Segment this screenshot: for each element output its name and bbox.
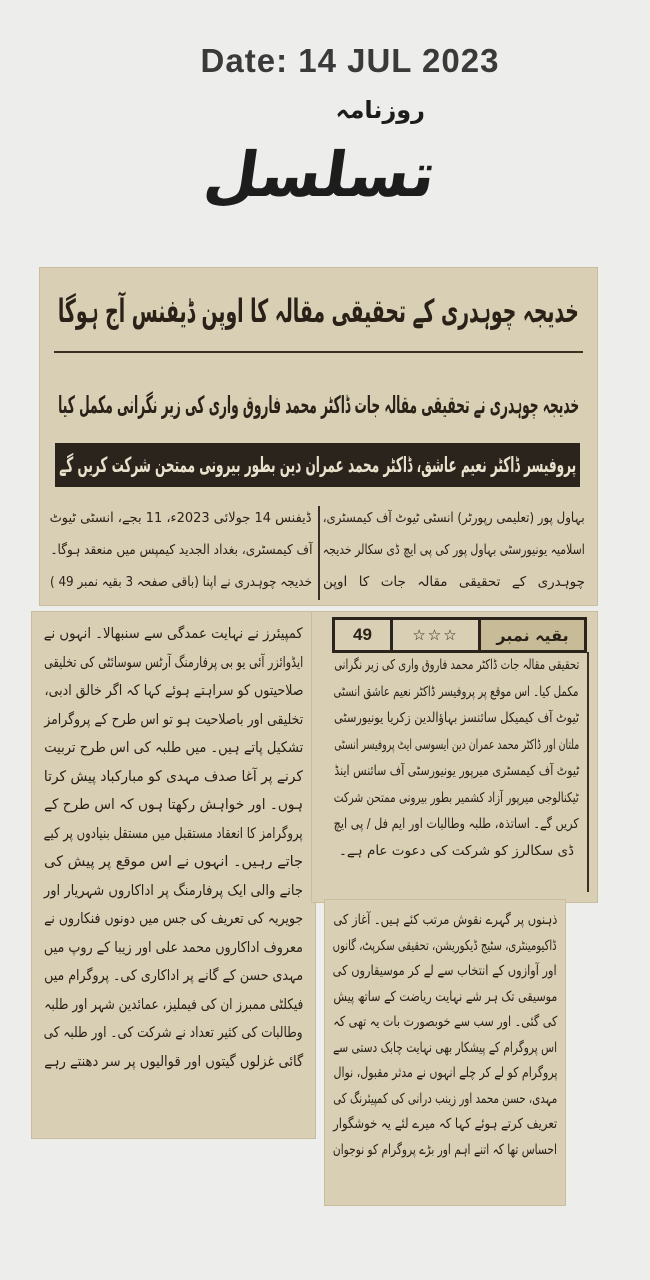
main-article-clipping: [40, 268, 597, 605]
article-headline: خدیجہ چوہدری کے تحقیقی مقالہ کا اوپن ڈیفنس آج ہوگا: [57, 292, 579, 330]
text-line: ڈیفنس 14 جولائی 2023ء، 11 بجے، انسٹی ٹیوٹ: [50, 510, 312, 526]
text-line: ملتان اور ڈاکٹر محمد عمران دین ایسوسی ایٹ پروفیسر انسٹی: [334, 736, 579, 753]
date-stamp-box: [150, 42, 550, 80]
text-line: موسیقی تک ہر شے نہایت ریاضت کے ساتھ پیش: [333, 988, 557, 1005]
masthead-name: تسلسل: [199, 138, 441, 211]
text-line: ایڈوائزر آئی یو بی پرفارمنگ آرٹس سوسائٹی کی تخلیقی: [43, 654, 303, 671]
text-line: مکمل کیا۔ اس موقع پر پروفیسر ڈاکٹر نعیم عاشق انسٹی: [334, 683, 579, 700]
text-line: کرنے پر آغا صدف مہدی کو مبارکباد پیش کرتا: [43, 768, 303, 785]
text-line: چوہدری کے تحقیقی مقالہ جات کا اوپن: [323, 574, 585, 590]
column-divider: [318, 506, 320, 600]
newspaper-masthead: [180, 95, 480, 225]
text-line: فیکلٹی ممبرز ان کی فیملیز، عمائدین شہر اور طلبہ: [44, 996, 303, 1013]
text-line: ڈی سکالرز کو شرکت کی دعوت عام ہے۔: [338, 842, 575, 859]
continuation-box-clipping: [312, 612, 597, 902]
continuation-header: [332, 617, 587, 653]
text-line: احساس تھا کہ اتنے اہم اور بڑے پروگرام کو نوجوان: [332, 1141, 557, 1158]
left-continuation-clipping: [32, 612, 315, 1138]
text-line: جویریہ کی تعریف کی جس میں دونوں فنکاروں نے: [43, 911, 303, 927]
date-stamp: Date: 14 JUL 2023: [200, 42, 500, 79]
text-line: ٹیوٹ آف کیمسٹری میرپور یونیورسٹی آف سائنس اینڈ: [333, 763, 579, 779]
text-line: صلاحیتوں کو سراہتے ہوئے کہا کہ اگر خالق ادبی،: [44, 683, 303, 699]
text-line: تخلیقی اور باصلاحیت ہو تو اس طرح کے پروگرامز: [44, 711, 303, 728]
text-line: جانے والی ایک پرفارمنگ پر اداکاروں شہریار اور: [43, 882, 303, 899]
text-line: تعریف کرتے ہوئے کہا کہ میرے لئے یہ خوشگوار: [333, 1116, 557, 1132]
clipping-body: [334, 652, 579, 864]
article-right-column: [323, 502, 585, 598]
text-line: ذہنوں پر گہرے نقوش مرتب کئے ہیں۔ آغاز کی: [333, 912, 557, 928]
text-line: مہدی حسن کے گانے پر اداکاری کی۔ پروگرام میں: [43, 968, 303, 984]
masthead-prefix: روزنامہ: [335, 96, 425, 124]
article-banner: [55, 443, 580, 487]
article-left-column: [50, 502, 312, 598]
text-line: ٹیوٹ آف کیمیکل سائنسز بہاؤالدین زکریا یونیورسٹی: [333, 710, 579, 726]
text-line: اور آوازوں کے انتخاب سے لے کر موسیقاروں کی: [332, 963, 557, 979]
article-subheadline: خدیجہ چوہدری نے تحقیقی مقالہ جات ڈاکٹر محمد فاروق واری کی زیر نگرانی مکمل کیا: [58, 391, 579, 419]
clipping-body: [333, 908, 557, 1163]
text-line: ہوں۔ اور خواہش رکھتا ہوں کہ اس طرح کے: [43, 797, 303, 813]
divider: [54, 351, 583, 353]
box-border: [587, 652, 589, 892]
text-line: کریں گے۔ اساتذہ، طلبہ وطالبات اور ایم فل / پی ایچ: [333, 816, 579, 832]
text-line: تشکیل پاتے ہیں۔ میں طلبہ کی اس طرح تربیت: [44, 740, 303, 756]
text-line: پروگرام کو لے کر چلے انہوں نے مدثر مقبول، نوال: [332, 1065, 557, 1081]
text-line: گائی غزلوں گیتوں اور قوالیوں پر سر دھنتے رہے: [44, 1053, 303, 1070]
stars-icon: ☆☆☆: [390, 620, 478, 650]
text-line: آف کیمسٹری، بغداد الجدید کیمپس میں منعقد ہوگا۔: [49, 542, 312, 558]
text-line: جاتے رہیں۔ انہوں نے اس موقع پر پیش کی: [44, 854, 303, 870]
text-line: وطالبات کی کثیر تعداد نے شرکت کی۔ اور طلبہ کی: [44, 1025, 303, 1041]
text-line: بہاول پور (تعلیمی رپورٹر) انسٹی ٹیوٹ آف کیمسٹری،: [322, 510, 585, 526]
article-banner-text: پروفیسر ڈاکٹر نعیم عاشق، ڈاکٹر محمد عمران دین بطور بیرونی ممتحن شرکت کریں گے: [59, 453, 576, 477]
text-line: معروف اداکاروں محمد علی اور زیبا کے روپ میں: [43, 939, 303, 956]
continuation-number: 49: [353, 625, 372, 644]
text-line: تحقیقی مقالہ جات ڈاکٹر محمد فاروق واری کی زیر نگرانی: [334, 657, 579, 673]
text-line: ٹیکنالوجی میرپور آزاد کشمیر بطور بیرونی ممتحن شرکت: [333, 789, 579, 806]
article-subheadline-box: [54, 386, 583, 424]
article-headline-box: [54, 286, 583, 336]
continuation-label: بقیہ نمبر: [478, 620, 584, 650]
text-line: خدیجہ چوہدری نے اپنا (باقی صفحہ 3 بقیہ نمبر 49 ): [50, 574, 312, 590]
text-line: اسلامیہ یونیورسٹی بہاول پور کی پی ایچ ڈی سکالر خدیجہ: [323, 542, 585, 558]
clipping-body: [44, 620, 303, 1076]
right-continuation-clipping: [325, 900, 565, 1205]
text-line: کی گئی۔ اور سب سے خوبصورت بات یہ تھی کہ: [332, 1014, 557, 1030]
text-line: اس پروگرام کے پیشکار بھی نہایت چابک دستی سے: [332, 1039, 557, 1056]
text-line: ڈاکیومینٹری، سٹیج ڈیکوریشن، تحقیقی سکرپٹ، گانوں: [333, 937, 557, 954]
text-line: پروگرامز کا انعقاد مستقبل میں مستقل بنیادوں پر کیے: [43, 825, 303, 842]
text-line: کمپیئرز نے نہایت عمدگی سے سنبھالا۔ انہوں نے: [43, 626, 303, 642]
text-line: مہدی، حسن محمد اور زینب درانی کی کمپیئرنگ کی: [332, 1090, 557, 1107]
